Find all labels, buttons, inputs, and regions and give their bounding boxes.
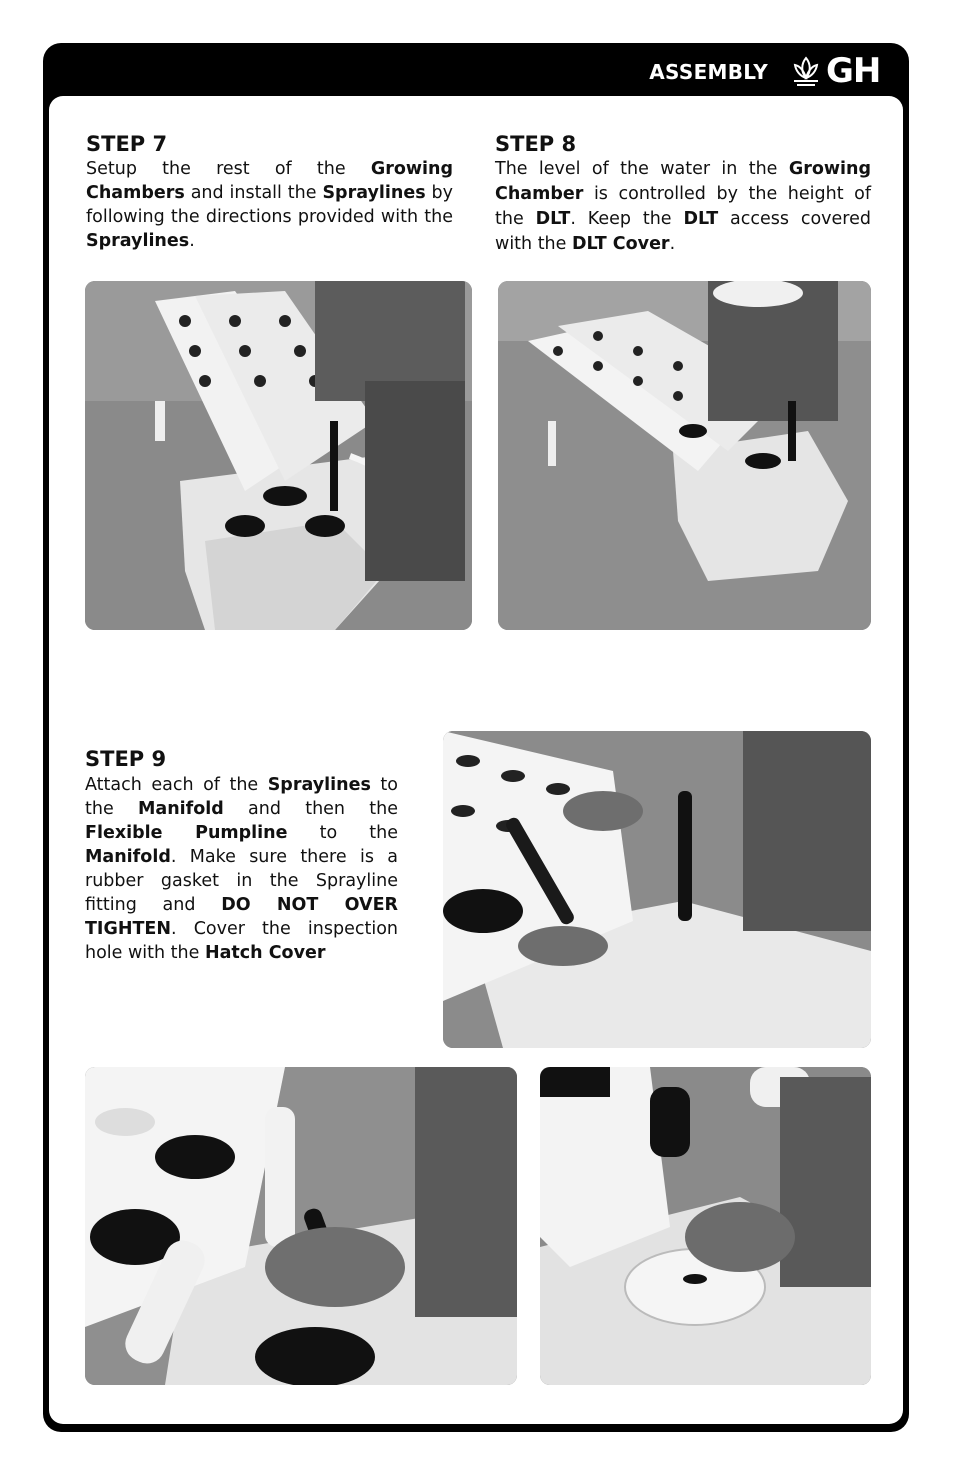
step-9-title: STEP 9 [85,747,167,771]
step-8-title: STEP 8 [495,132,577,156]
step-7-text: Setup the rest of the Growing Chambers and install the Spraylines by following the directions provided with the Spraylines. [86,159,453,251]
section-title: ASSEMBLY [649,60,768,84]
photo-step-8-dlt-cover [498,281,871,630]
photo-step-7-assembly [85,281,472,630]
photo-step-9-hatch-cover [540,1067,871,1385]
logo-text: GH [826,51,881,91]
step-8-text: The level of the water in the Growing Chamber is controlled by the height of the DLT. Keep the DLT access covered with the DLT Cover. [495,159,871,254]
photo-step-9-manifold [443,731,871,1048]
photo-step-9-gasket [85,1067,517,1385]
brand-logo [790,52,890,90]
step-7-title: STEP 7 [86,132,168,156]
step-9-text: Attach each of the Spraylines to the Manifold and then the Flexible Pumpline to the Manifold. Make sure there is a rubber gasket in the Sprayline fitting and DO NOT OVER TIGHTEN. Cover the inspection hole with the Hatch Cover [85,775,399,963]
lotus-icon [790,54,822,88]
